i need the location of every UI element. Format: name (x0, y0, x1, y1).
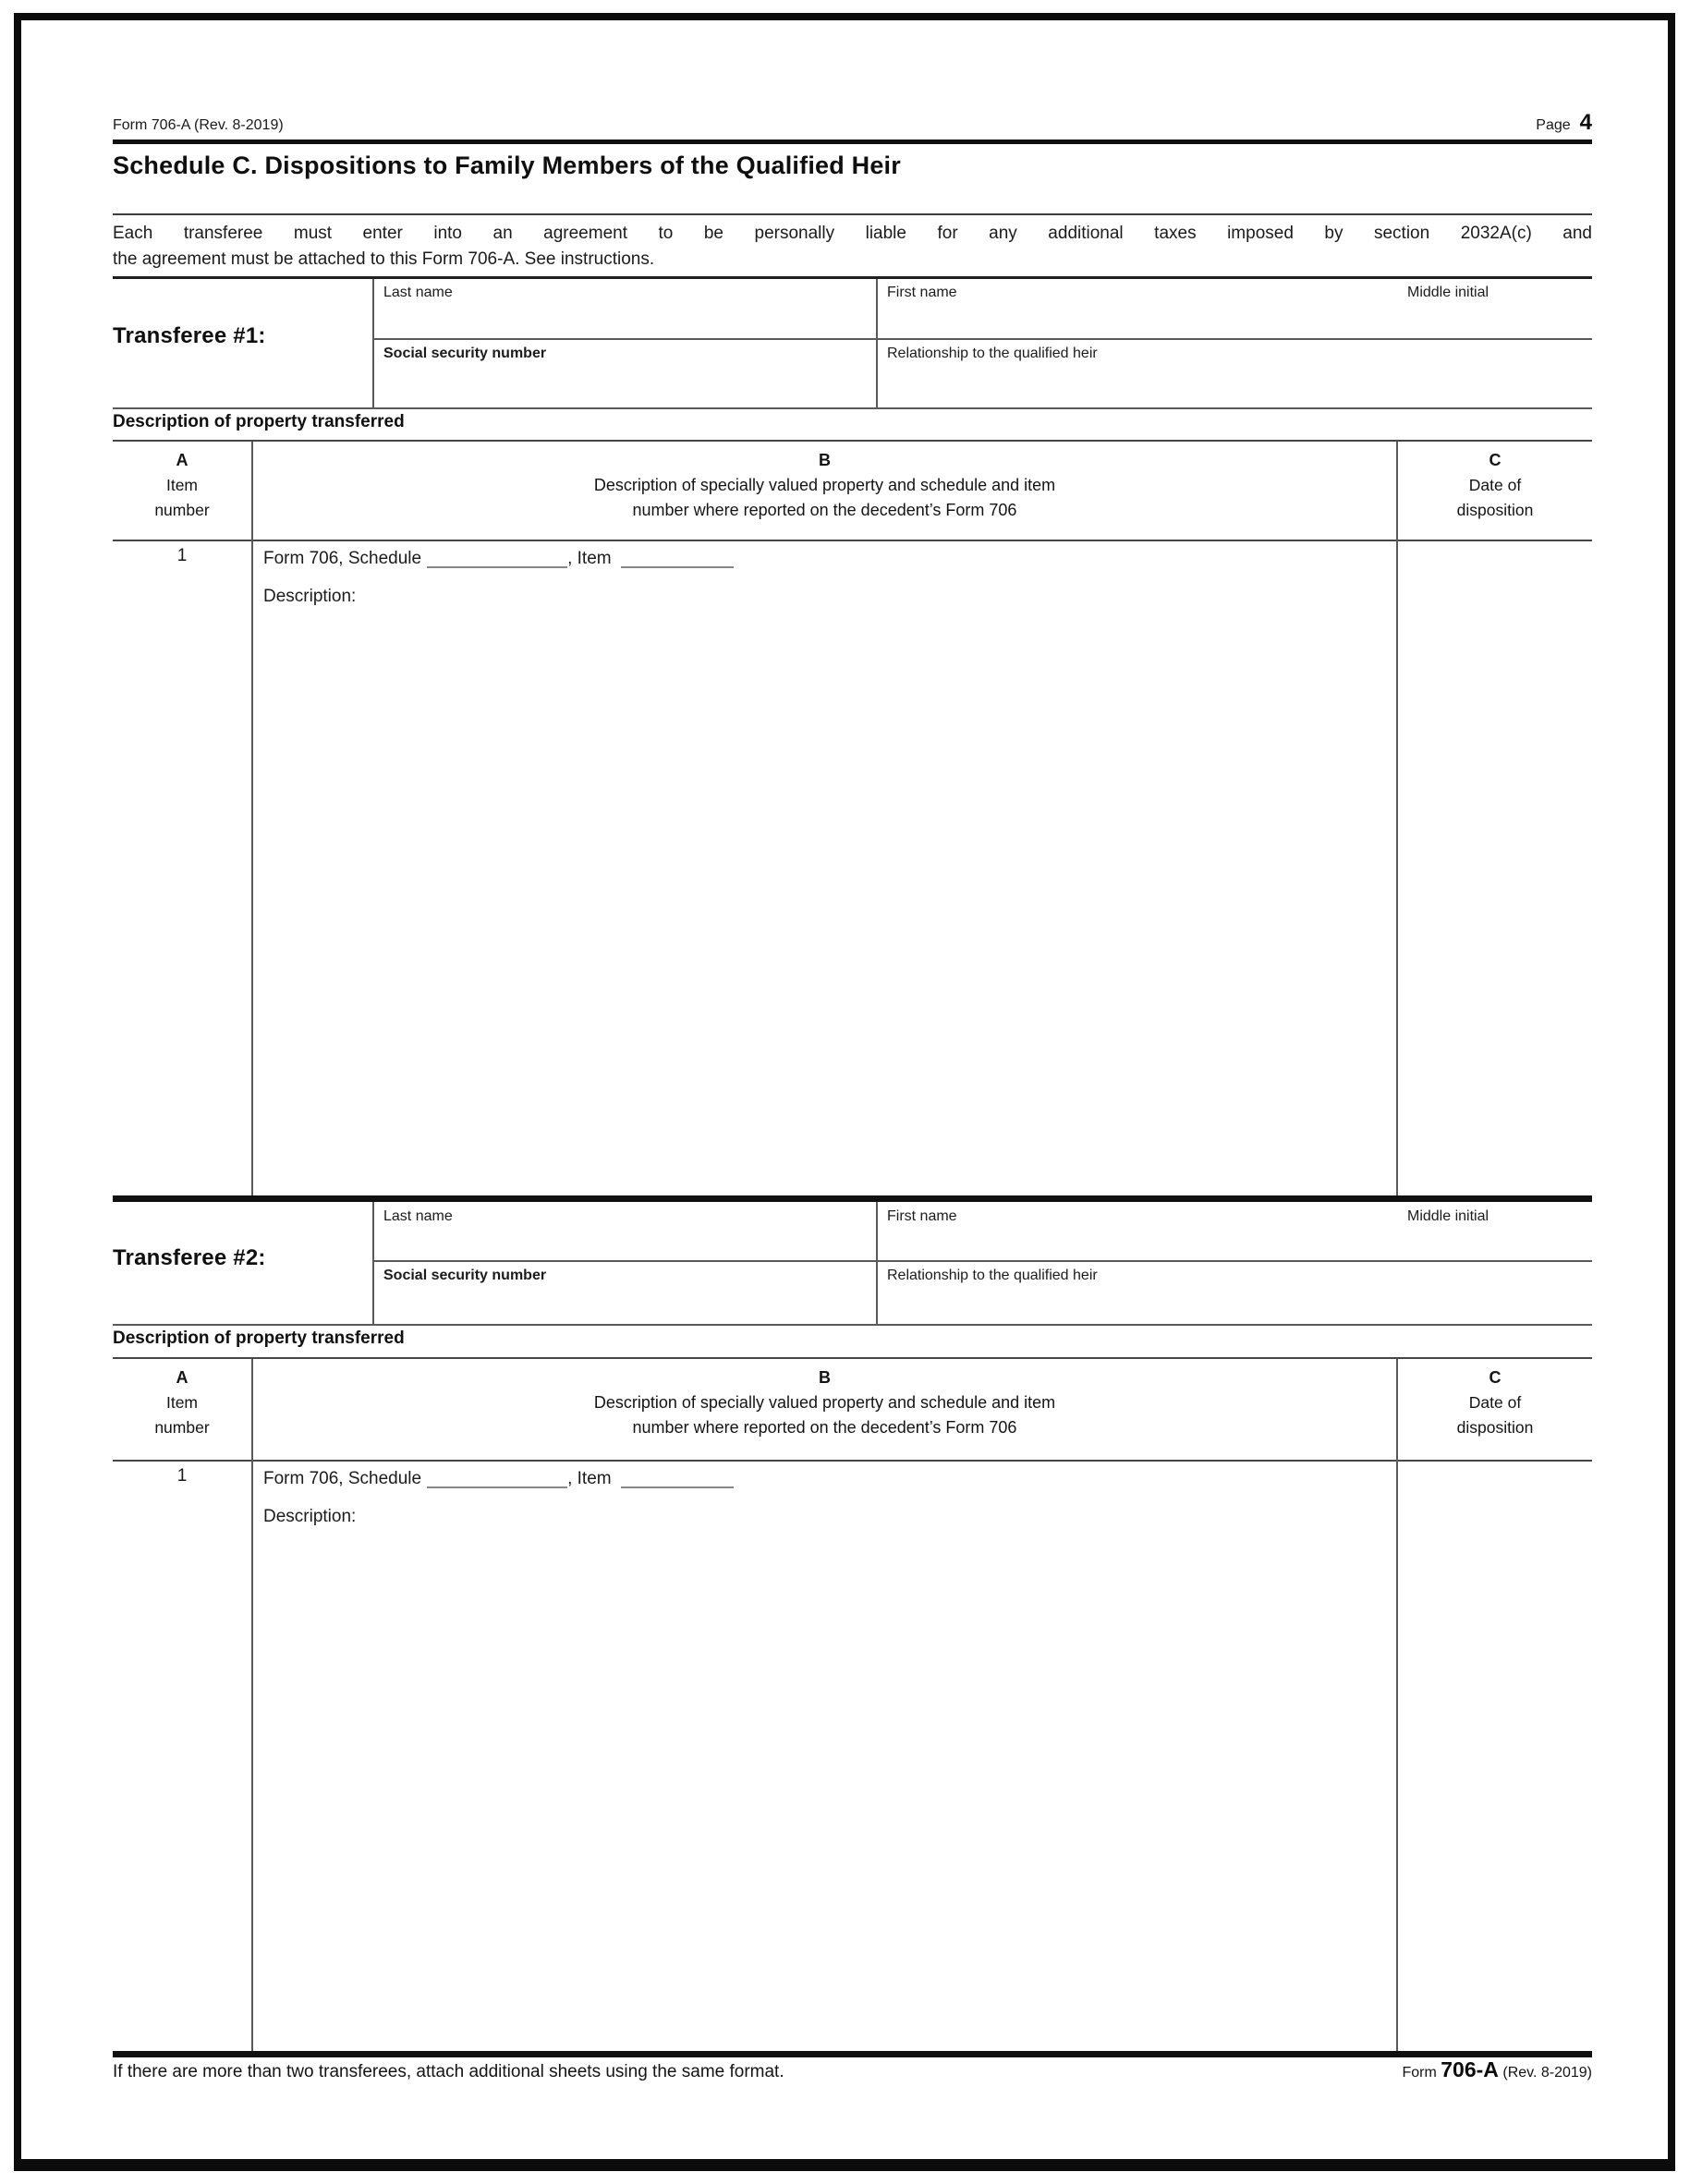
title-rule (113, 213, 1592, 215)
col-a-letter: A (176, 1368, 188, 1387)
col-a-line1: Item (165, 1393, 199, 1412)
transferee2-row-divider (373, 1260, 1592, 1262)
transferee1-vertical-divider-1 (372, 279, 374, 407)
description-label: Description: (263, 1507, 357, 1526)
schedule-line-prefix: Form 706, Schedule (263, 549, 422, 568)
table1-item-number: 1 (176, 546, 188, 565)
schedule-blank-field[interactable] (427, 550, 567, 568)
transferee1-ssn-cell[interactable] (373, 340, 877, 407)
transferee1-row-divider (373, 338, 1592, 340)
transferee1-relationship-cell[interactable] (877, 340, 1592, 407)
last-name-label: Last name (383, 285, 453, 300)
schedule-line-mid: , Item (567, 1469, 612, 1488)
page-indicator (1536, 110, 1592, 136)
relationship-label: Relationship to the qualified heir (887, 1268, 1098, 1283)
col-a-letter: A (176, 451, 188, 469)
instructions-line-1: Each transferee must enter into an agreement to be personally liable for any additional taxes imposed by section 2032A(c) and (113, 224, 1592, 243)
transferee1-vertical-divider-2 (876, 279, 878, 407)
col-b-line1: Description of specially valued property and schedule and item (593, 1393, 1056, 1412)
footer-form-rev: (Rev. 8-2019) (1502, 2065, 1592, 2081)
footer-form-word: Form (1402, 2065, 1437, 2081)
page-footer (113, 2057, 1592, 2082)
ssn-label: Social security number (383, 1268, 547, 1283)
transferee2-vertical-divider-2 (876, 1202, 878, 1324)
table1-col-c-header (1398, 448, 1592, 523)
ssn-label: Social security number (383, 346, 547, 361)
schedule-line-prefix: Form 706, Schedule (263, 1469, 422, 1488)
col-a-line2: number (154, 501, 210, 519)
transferee2-ssn-cell[interactable] (373, 1262, 877, 1324)
transferee2-bottom-rule (113, 1324, 1592, 1326)
schedule-line-mid: , Item (567, 549, 612, 568)
form-id-text: Form 706-A (Rev. 8-2019) (113, 117, 284, 133)
table1-schedule-line (263, 546, 1396, 572)
description-label: Description: (263, 587, 357, 606)
table2-item-number: 1 (176, 1466, 188, 1486)
schedule-blank-field[interactable] (427, 1470, 567, 1488)
col-c-line1: Date of (1468, 1393, 1522, 1412)
table1-col-a-header (113, 448, 251, 523)
header-rule (113, 140, 1592, 144)
table1-description-area[interactable] (253, 541, 1396, 1195)
table2-schedule-line (263, 1466, 1396, 1492)
transferee1-last-name-cell[interactable] (373, 279, 877, 338)
table1-col-b-header (253, 448, 1396, 523)
page-header (113, 110, 1592, 136)
transferee2-vertical-divider-1 (372, 1202, 374, 1324)
footer-form-number: 706-A (1441, 2057, 1499, 2081)
transferee1-middle-initial-cell[interactable] (1397, 279, 1592, 338)
table2-col-c-header (1398, 1365, 1592, 1440)
transferee2-middle-initial-cell[interactable] (1397, 1203, 1592, 1260)
transferee1-first-name-cell[interactable] (877, 279, 1397, 338)
section-divider-bar-1 (113, 1195, 1592, 1202)
transferee1-bottom-rule (113, 407, 1592, 409)
section-divider-bar-2 (113, 2051, 1592, 2057)
transferee2-first-name-cell[interactable] (877, 1203, 1397, 1260)
page-number: 4 (1579, 110, 1592, 135)
last-name-label: Last name (383, 1208, 453, 1224)
middle-initial-label: Middle initial (1407, 285, 1489, 300)
footer-form-id (1402, 2057, 1592, 2082)
col-c-line1: Date of (1468, 476, 1522, 494)
col-c-letter: C (1489, 451, 1502, 469)
description-section-title-1: Description of property transferred (113, 412, 405, 431)
transferee2-label: Transferee #2: (113, 1245, 266, 1270)
col-b-letter: B (819, 451, 831, 469)
table2-col-b-header (253, 1365, 1396, 1440)
item-blank-field[interactable] (621, 550, 734, 568)
first-name-label: First name (887, 285, 957, 300)
relationship-label: Relationship to the qualified heir (887, 346, 1098, 361)
col-b-letter: B (819, 1368, 831, 1387)
col-a-line2: number (154, 1418, 210, 1437)
transferee2-last-name-cell[interactable] (373, 1203, 877, 1260)
footer-note: If there are more than two transferees, attach additional sheets using the same format. (113, 2062, 784, 2081)
table1-top-rule (113, 440, 1592, 442)
item-blank-field[interactable] (621, 1470, 734, 1488)
instructions-line-2: the agreement must be attached to this Form 706-A. See instructions. (113, 249, 655, 269)
schedule-title: Schedule C. Dispositions to Family Members of the Qualified Heir (113, 152, 901, 179)
col-c-letter: C (1489, 1368, 1502, 1387)
table1-date-of-disposition-cell[interactable] (1398, 541, 1592, 1195)
col-b-line2: number where reported on the decedent’s Form 706 (632, 1418, 1017, 1437)
col-a-line1: Item (165, 476, 199, 494)
transferee1-label: Transferee #1: (113, 323, 266, 348)
instructions-paragraph (113, 221, 1592, 273)
table2-top-rule (113, 1357, 1592, 1359)
table2-description-area[interactable] (253, 1462, 1396, 2051)
col-b-line2: number where reported on the decedent’s Form 706 (632, 501, 1017, 519)
col-c-line2: disposition (1456, 501, 1534, 519)
table2-date-of-disposition-cell[interactable] (1398, 1462, 1592, 2051)
page-label: Page (1536, 117, 1571, 133)
col-b-line1: Description of specially valued property and schedule and item (593, 476, 1056, 494)
first-name-label: First name (887, 1208, 957, 1224)
middle-initial-label: Middle initial (1407, 1208, 1489, 1224)
transferee2-relationship-cell[interactable] (877, 1262, 1592, 1324)
description-section-title-2: Description of property transferred (113, 1329, 405, 1348)
table2-col-a-header (113, 1365, 251, 1440)
col-c-line2: disposition (1456, 1418, 1534, 1437)
